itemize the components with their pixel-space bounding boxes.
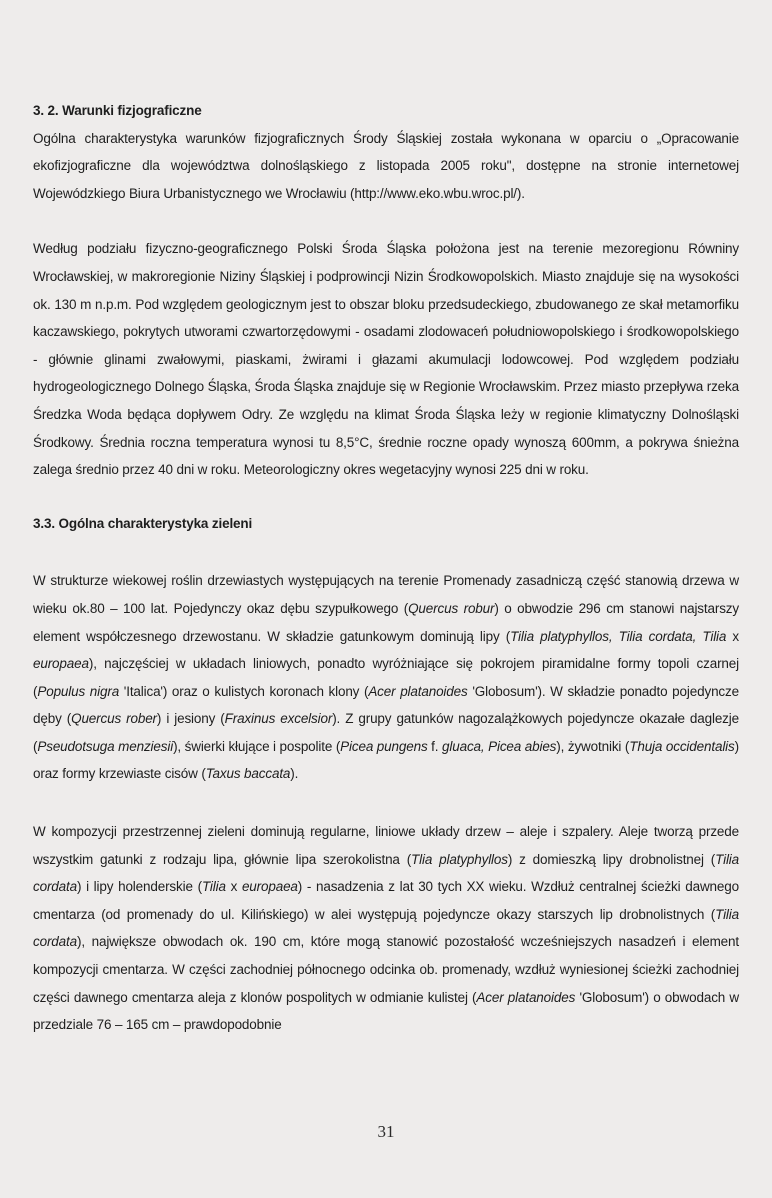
paragraph-fizjografia-source: Ogólna charakterystyka warunków fizjograficznych Środy Śląskiej została wykonana w oparciu o „Opracowanie ekofizjograficzne dla województwa dolnośląskiego z listopada 2005 roku", dostępne na stronie internetowej Wojewódzkiego Biura Urbanistycznego we Wrocławiu (http://www.eko.wbu.wroc.pl/). (33, 130, 739, 201)
paragraph-zielen-kompozycja: W kompozycji przestrzennej zieleni dominują regularne, liniowe układy drzew – aleje i szpalery. Aleje tworzą przede wszystkim gatunki z rodzaju lipa, głównie lipa szerokolistna (Tlia platyphyllos) z domieszką lipy drobnolistnej (Tilia cordata) i lipy holenderskie (Tilia x europaea) - nasadzenia z lat 30 tych XX wieku. Wzdłuż centralnej ścieżki dawnego cmentarza (od promenady do ul. Kilińskiego) w alei występują pojedyncze okazy starszych lip drobnolistnych (Tilia cordata), największe obwodach ok. 190 cm, które mogą stanowić pozostałość wcześniejszych nasadzeń i element kompozycji cmentarza. W części zachodniej północnego odcinka ob. promenady, wzdłuż wyniesionej ścieżki zachodniej części dawnego cmentarza aleja z klonów pospolitych w odmianie kulistej (Acer platanoides 'Globosum') o obwodach w przedziale 76 – 165 cm – prawdopodobnie (33, 824, 740, 1033)
section-heading-3-3: 3.3. Ogólna charakterystyka zieleni (33, 515, 253, 531)
paragraph-zielen-struktura: W strukturze wiekowej roślin drzewiastych występujących na terenie Promenady zasadniczą część stanowią drzewa w wieku ok.80 – 100 lat. Pojedynczy okaz dębu szypułkowego (Quercus robur) o obwodzie 296 cm stanowi najstarszy element współczesnego drzewostanu. W składzie gatunkowym dominują lipy (Tilia platyphyllos, Tilia cordata, Tilia x europaea), najczęściej w układach liniowych, ponadto wyróżniające się pokrojem piramidalne formy topoli czarnej (Populus nigra 'Italica') oraz o kulistych koronach klony (Acer platanoides 'Globosum'). W składzie ponadto pojedyncze dęby (Quercus rober) i jesiony (Fraxinus excelsior). Z grupy gatunków nagozalążkowych pojedyncze okazałe daglezje (Pseudotsuga menziesii), świerki kłujące i pospolite (Picea pungens f. gluaca, Picea abies), żywotniki (Thuja occidentalis) oraz formy krzewiaste cisów (Taxus baccata). (33, 573, 740, 782)
page-number: 31 (377, 1122, 395, 1141)
section-heading-3-2: 3. 2. Warunki fizjograficzne (33, 103, 202, 118)
paragraph-fizjografia-description: Według podziału fizyczno-geograficznego Polski Środa Śląska położona jest na terenie mezoregionu Równiny Wrocławskiej, w makroregionie Niziny Śląskiej i podprowincji Nizin Środkowopolskich. Miasto znajduje się na wysokości ok. 130 m n.p.m. Pod względem geologicznym jest to obszar bloku przedsudeckiego, zbudowanego ze skał metamorfiku kaczawskiego, pokrytych utworami czwartorzędowymi - osadami zlodowaceń południowopolskiego i środkowopolskiego - głównie glinami zwałowymi, piaskami, żwirami i głazami akumulacji lodowcowej. Pod względem podziału hydrogeologicznego Dolnego Śląska, Środa Śląska znajduje się w Regionie Wrocławskim. Przez miasto przepływa rzeka Średzka Woda będąca dopływem Odry. Ze względu na klimat Środa Śląska leży w regionie klimatyczny Dolnośląski Środkowy. Średnia roczna temperatura wynosi tu 8,5°C, średnie roczne opady wynoszą 600mm, a pokrywa śnieżna zalega średnio przez 40 dni w roku. Meteorologiczny okres wegetacyjny wynosi 225 dni w roku. (33, 241, 739, 478)
page-content (33, 97, 739, 1039)
